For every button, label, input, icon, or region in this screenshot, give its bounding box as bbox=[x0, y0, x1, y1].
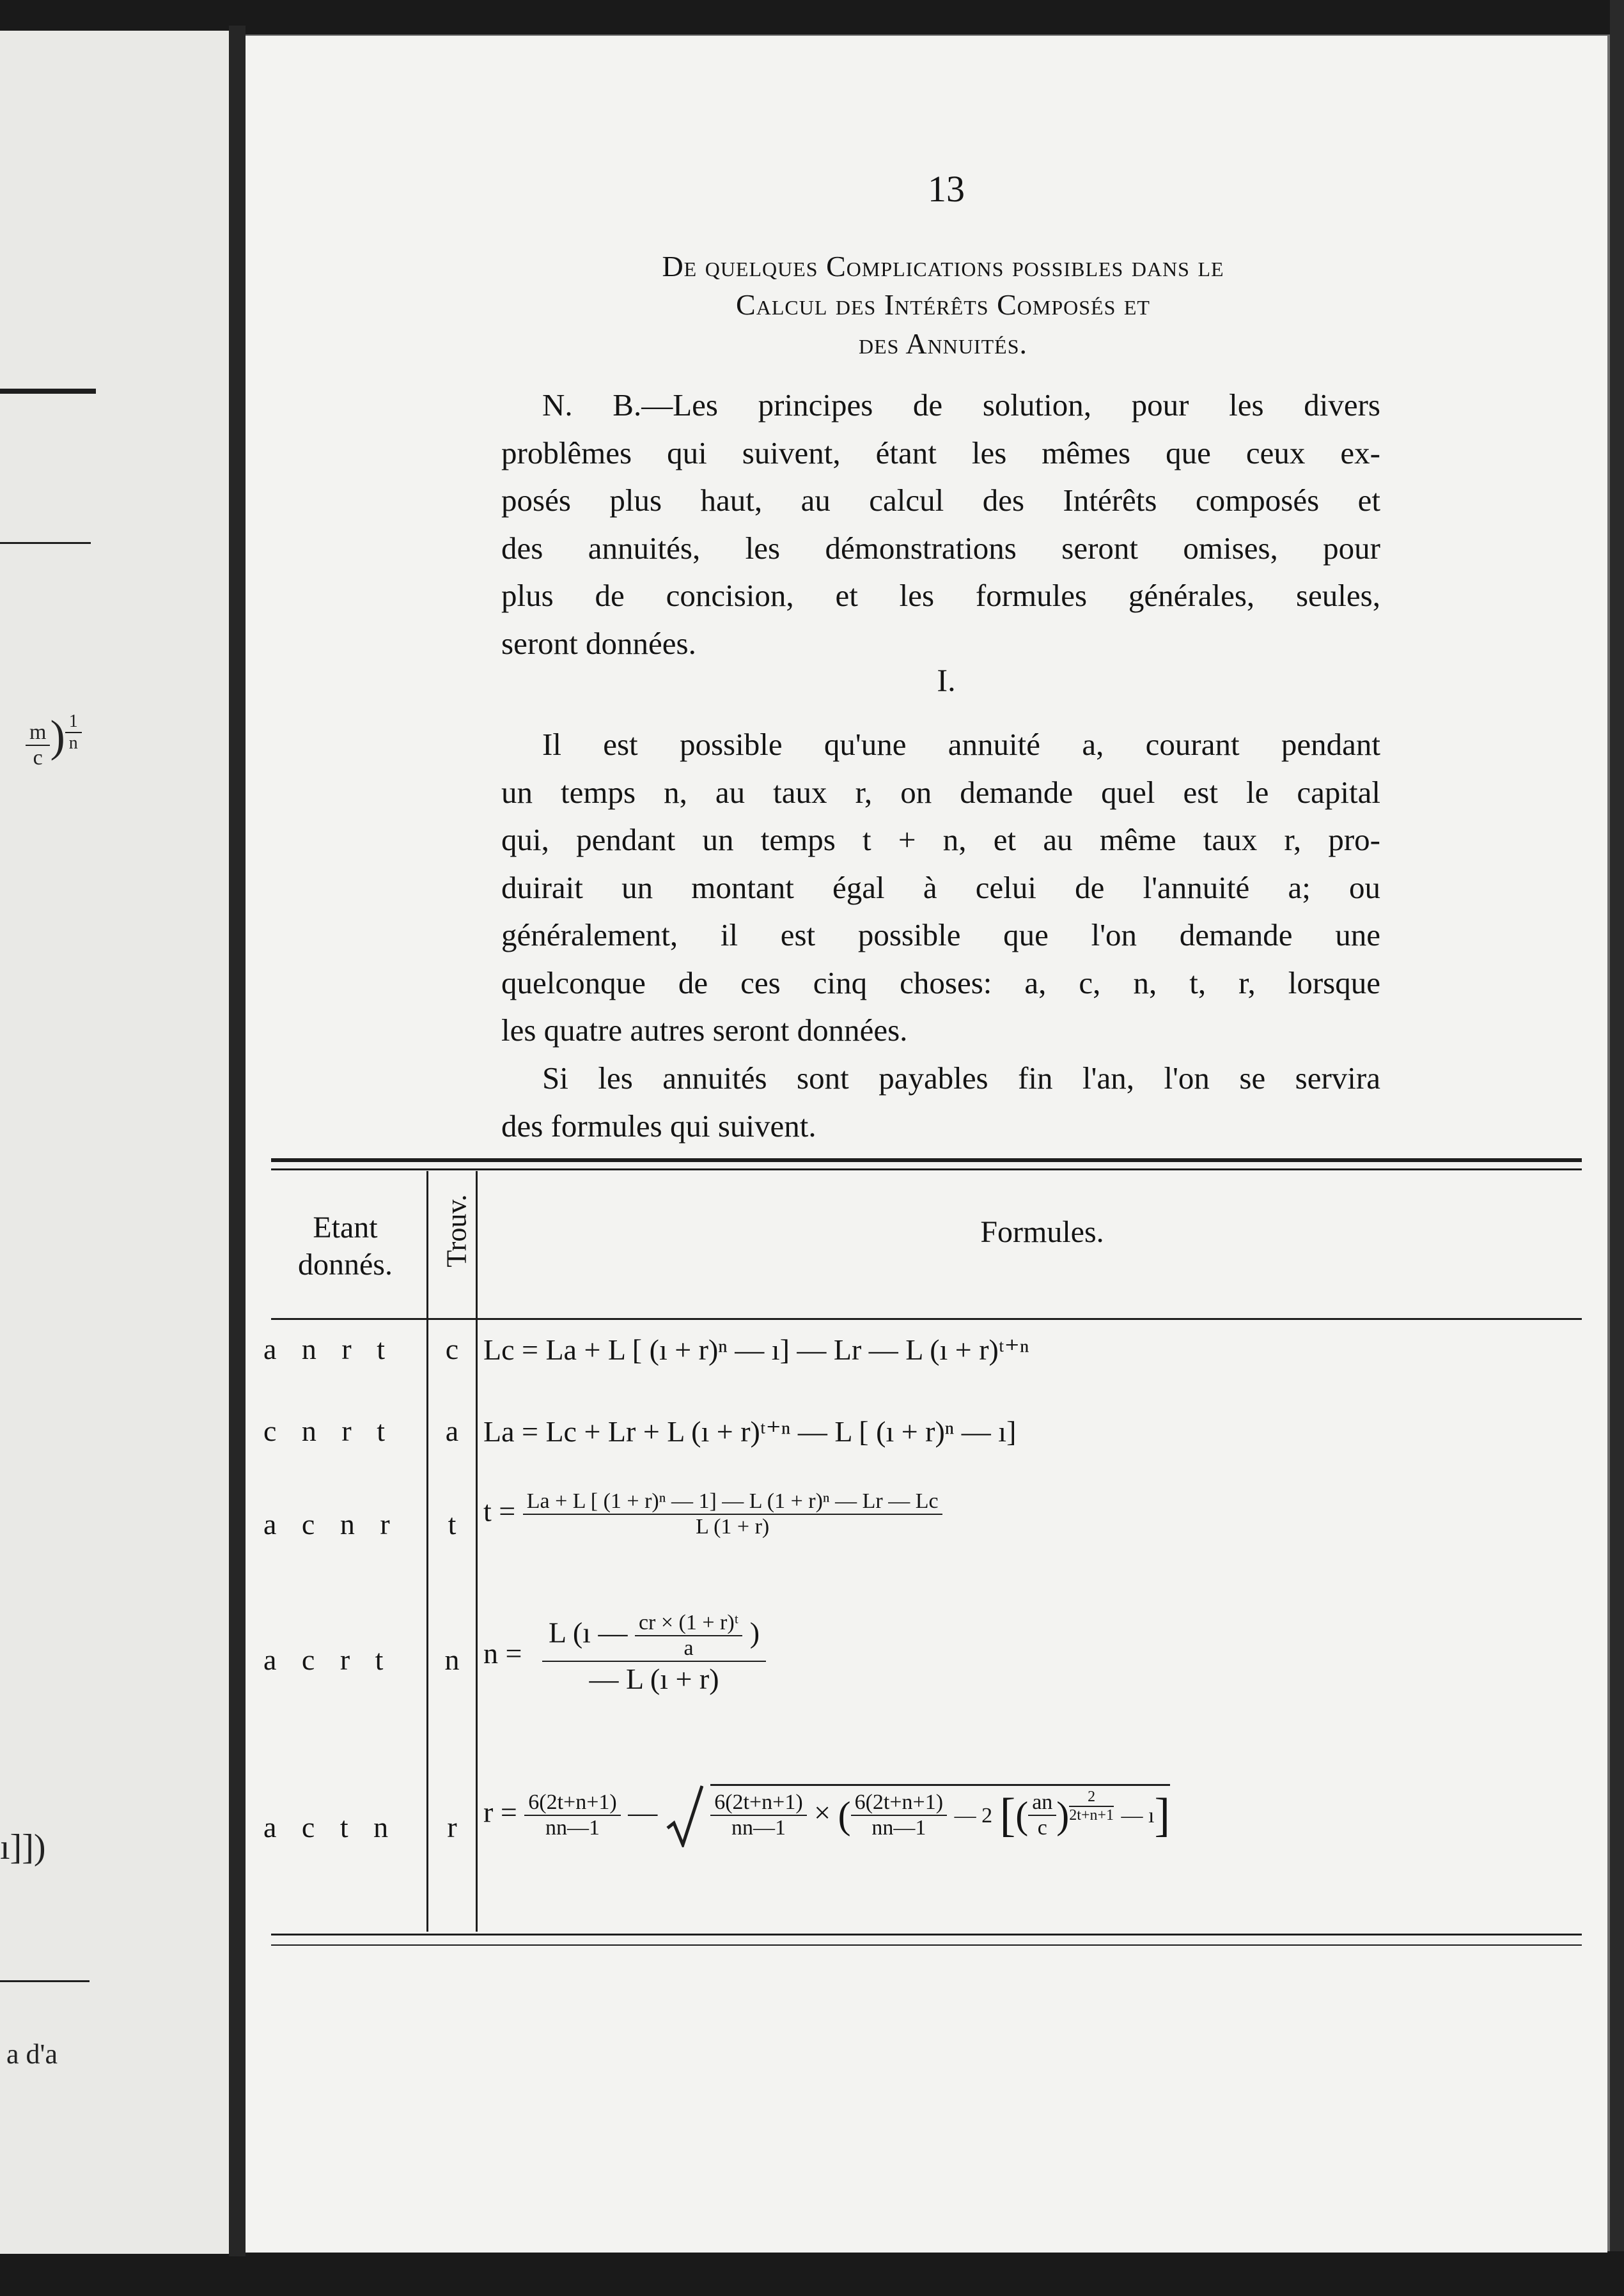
title-line-3: des Annuités. bbox=[858, 327, 1027, 360]
fraction-denominator: nn—1 bbox=[731, 1816, 786, 1840]
open-bracket: [ bbox=[999, 1788, 1016, 1842]
paragraph-line: Si les annuités sont payables fin l'an, l'on se servira bbox=[542, 1060, 1380, 1096]
row-found: r bbox=[447, 1811, 457, 1843]
header-formulas: Formules. bbox=[980, 1215, 1104, 1249]
nb-line: seront données. bbox=[501, 625, 696, 661]
row-given: a n r t bbox=[263, 1333, 394, 1365]
exponent-numerator: 2 bbox=[1069, 1788, 1114, 1807]
fraction-numerator: an bbox=[1028, 1790, 1056, 1816]
formula-lhs: t = bbox=[483, 1494, 516, 1528]
paragraph-line: généralement, il est possible que l'on demande une bbox=[501, 917, 1380, 952]
radical-sign-icon bbox=[665, 1783, 703, 1847]
times-sign: × bbox=[814, 1796, 831, 1829]
inner-denominator: a bbox=[683, 1636, 694, 1660]
fraction-denominator: c bbox=[1037, 1816, 1047, 1840]
row-given: a c t n bbox=[263, 1811, 398, 1843]
row-found: a bbox=[445, 1415, 459, 1447]
row-found: n bbox=[444, 1643, 460, 1676]
formula-fraction bbox=[851, 1790, 947, 1840]
row-found: t bbox=[448, 1508, 457, 1540]
formula-fraction bbox=[524, 1790, 620, 1840]
page-number: 13 bbox=[928, 168, 965, 210]
scan-border-right bbox=[1610, 0, 1624, 2296]
nb-line: N. B.—Les principes de solution, pour les divers bbox=[542, 387, 1380, 423]
table-header-rule bbox=[271, 1318, 1582, 1320]
minus-sign: — bbox=[628, 1796, 658, 1829]
row-formula bbox=[483, 1611, 766, 1696]
left-page-text: a d'a bbox=[6, 2038, 58, 2070]
fraction-numerator: 6(2t+n+1) bbox=[524, 1790, 620, 1816]
fraction-numerator bbox=[542, 1611, 766, 1662]
row-given: a c n r bbox=[263, 1508, 399, 1540]
row-found: c bbox=[445, 1333, 459, 1365]
column-divider bbox=[476, 1171, 478, 1932]
row-formula: La = Lc + Lr + L (ı + r)ᵗ⁺ⁿ — L [ (ı + r)ⁿ — ı] bbox=[483, 1415, 1017, 1448]
numerator-part: L (ı — bbox=[548, 1616, 628, 1649]
column-divider bbox=[426, 1171, 428, 1932]
table-bottom-rule-thin bbox=[271, 1944, 1582, 1946]
open-paren: ( bbox=[838, 1794, 851, 1836]
fraction-denominator: nn—1 bbox=[871, 1816, 926, 1840]
left-page-bracket: ı]]) bbox=[0, 1827, 46, 1867]
nb-line: plus de concision, et les formules générales, seules, bbox=[501, 578, 1380, 613]
left-page-rule bbox=[0, 1980, 90, 1982]
formula-part: — 2 bbox=[954, 1803, 993, 1827]
nb-line: posés plus haut, au calcul des Intérêts composés et bbox=[501, 483, 1380, 518]
row-formula bbox=[483, 1783, 1170, 1847]
scan-border-bottom bbox=[0, 2251, 1624, 2296]
row-formula bbox=[483, 1489, 942, 1539]
title-line-2: Calcul des Intérêts Composés et bbox=[736, 288, 1150, 321]
paragraph-line: duirait un montant égal à celui de l'annuité a; ou bbox=[501, 869, 1380, 905]
left-page-rule bbox=[0, 389, 96, 394]
exponent-denominator: 2t+n+1 bbox=[1069, 1806, 1114, 1824]
open-paren: ( bbox=[1015, 1794, 1029, 1836]
paragraph-1 bbox=[501, 721, 1380, 1055]
fraction-numerator: 6(2t+n+1) bbox=[710, 1790, 806, 1816]
exponent-fraction bbox=[1069, 1788, 1114, 1824]
close-bracket: ] bbox=[1154, 1788, 1171, 1842]
left-page-fraction: $\frac{m}{c}$ ) $\frac{1}{n}$ bbox=[26, 711, 82, 770]
fraction-denominator: nn—1 bbox=[545, 1816, 600, 1840]
nb-line: des annuités, les démonstrations seront omises, pour bbox=[501, 530, 1380, 566]
fraction-numerator: La + L [ (1 + r)ⁿ — 1] — L (1 + r)ⁿ — Lr — Lc bbox=[523, 1489, 942, 1515]
numerator-part: ) bbox=[749, 1616, 760, 1649]
paragraph-2 bbox=[501, 1055, 1380, 1150]
left-page-edge bbox=[0, 31, 230, 2254]
header-given-line: donnés. bbox=[298, 1248, 393, 1282]
formula-lhs: r = bbox=[483, 1796, 517, 1829]
title-line-1: De quelques Complications possibles dans le bbox=[662, 250, 1224, 283]
paragraph-line: Il est possible qu'une annuité a, courant pendant bbox=[542, 727, 1380, 762]
row-formula: Lc = La + L [ (ı + r)ⁿ — ı] — Lr — L (ı + r)ᵗ⁺ⁿ bbox=[483, 1333, 1029, 1366]
left-page-rule bbox=[0, 542, 91, 544]
close-paren: ) bbox=[1056, 1794, 1070, 1836]
paragraph-line: quelconque de ces cinq choses: a, c, n, t, r, lorsque bbox=[501, 965, 1380, 1000]
header-given-line: Etant bbox=[313, 1211, 378, 1245]
formula-fraction bbox=[710, 1790, 806, 1840]
fraction-denominator: L (1 + r) bbox=[696, 1515, 770, 1539]
row-given: a c r t bbox=[263, 1643, 393, 1676]
section-number: I. bbox=[937, 662, 956, 698]
fraction-numerator: 6(2t+n+1) bbox=[851, 1790, 947, 1816]
row-given: c n r t bbox=[263, 1415, 394, 1447]
paragraph-line: un temps n, au taux r, on demande quel est le capital bbox=[501, 774, 1380, 810]
page-gutter bbox=[229, 26, 246, 2256]
inner-fraction bbox=[635, 1611, 742, 1661]
header-given bbox=[269, 1209, 422, 1284]
paragraph-line: des formules qui suivent. bbox=[501, 1108, 816, 1144]
formula-fraction bbox=[1028, 1790, 1056, 1840]
formula-fraction bbox=[523, 1489, 942, 1539]
formula-fraction bbox=[542, 1611, 766, 1696]
nb-line: problêmes qui suivent, étant les mêmes que ceux ex- bbox=[501, 435, 1380, 470]
radical-body bbox=[710, 1784, 1170, 1843]
header-found: Trouv. bbox=[441, 1194, 472, 1268]
nb-paragraph bbox=[501, 382, 1380, 667]
paragraph-line: les quatre autres seront données. bbox=[501, 1012, 908, 1048]
fraction-denominator: — L (ı + r) bbox=[589, 1663, 719, 1695]
inner-numerator: cr × (1 + r)ᵗ bbox=[635, 1611, 742, 1636]
formula-part: — ı bbox=[1121, 1803, 1155, 1827]
paragraph-line: qui, pendant un temps t + n, et au même taux r, pro- bbox=[501, 822, 1380, 857]
formula-lhs: n = bbox=[483, 1637, 522, 1670]
table-bottom-rule bbox=[271, 1934, 1582, 1935]
